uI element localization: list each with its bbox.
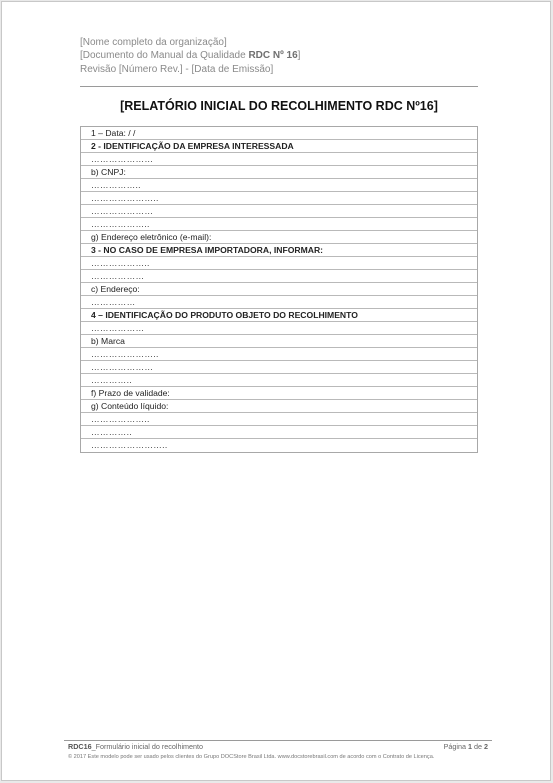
- form-row: b) CNPJ:: [81, 166, 477, 179]
- form-section-heading: 4 – IDENTIFICAÇÃO DO PRODUTO OBJETO DO RECOLHIMENTO: [81, 309, 477, 322]
- footer-divider: [64, 740, 492, 741]
- form-row: 1 – Data: / /: [81, 127, 477, 140]
- form-section-heading: 2 - IDENTIFICAÇÃO DA EMPRESA INTERESSADA: [81, 140, 477, 153]
- footer-document-name: [68, 742, 203, 751]
- form-row: …………..: [81, 374, 477, 387]
- form-row: ………………: [81, 270, 477, 283]
- header-divider: [80, 86, 478, 87]
- page-current: 1: [468, 742, 472, 751]
- form-row: g) Conteúdo líquido:: [81, 400, 477, 413]
- footer-copyright: © 2017 Este modelo pode ser usado pelos clientes do Grupo DOCStore Brasil Ltda. www.docstorebrasil.com de acordo com o Contrato de Licença.: [68, 754, 435, 760]
- form-row: ……………: [81, 296, 477, 309]
- form-row: …………………: [81, 153, 477, 166]
- form-row: …………………: [81, 361, 477, 374]
- form-row: …………………..: [81, 348, 477, 361]
- form-row: ………………..: [81, 413, 477, 426]
- form-row: …………………..: [81, 192, 477, 205]
- page-label: Página: [443, 742, 468, 751]
- form-row: c) Endereço:: [81, 283, 477, 296]
- page-total: 2: [484, 742, 488, 751]
- footer-doc-code: RDC16: [68, 742, 92, 751]
- form-row: …………………: [81, 205, 477, 218]
- form-section-heading: 3 - NO CASO DE EMPRESA IMPORTADORA, INFORMAR:: [81, 244, 477, 257]
- manual-document-line: [80, 49, 300, 63]
- form-row: ………………..: [81, 257, 477, 270]
- form-row: ………………..: [81, 218, 477, 231]
- footer-page-number: [444, 742, 488, 751]
- report-title: [RELATÓRIO INICIAL DO RECOLHIMENTO RDC Nº16]: [120, 99, 438, 113]
- form-row: g) Endereço eletrônico (e-mail):: [81, 231, 477, 244]
- manual-prefix: [Documento do Manual da Qualidade: [80, 50, 249, 61]
- page-of: de: [472, 742, 484, 751]
- form-row: ………………: [81, 322, 477, 335]
- document-page: [1, 1, 551, 781]
- form-row: f) Prazo de validade:: [81, 387, 477, 400]
- form-row: b) Marca: [81, 335, 477, 348]
- revision-line: Revisão [Número Rev.] - [Data de Emissão]: [80, 64, 274, 75]
- footer-doc-title: _Formulário inicial do recolhimento: [91, 742, 204, 751]
- form-row: ……………..: [81, 179, 477, 192]
- manual-rdc-number: RDC Nº 16: [248, 50, 298, 61]
- recall-form-table: [80, 126, 478, 453]
- form-row: ……………………..: [91, 440, 168, 450]
- organization-name: [Nome completo da organização]: [80, 37, 227, 48]
- form-row: …………..: [81, 426, 477, 439]
- manual-suffix: ]: [297, 50, 301, 61]
